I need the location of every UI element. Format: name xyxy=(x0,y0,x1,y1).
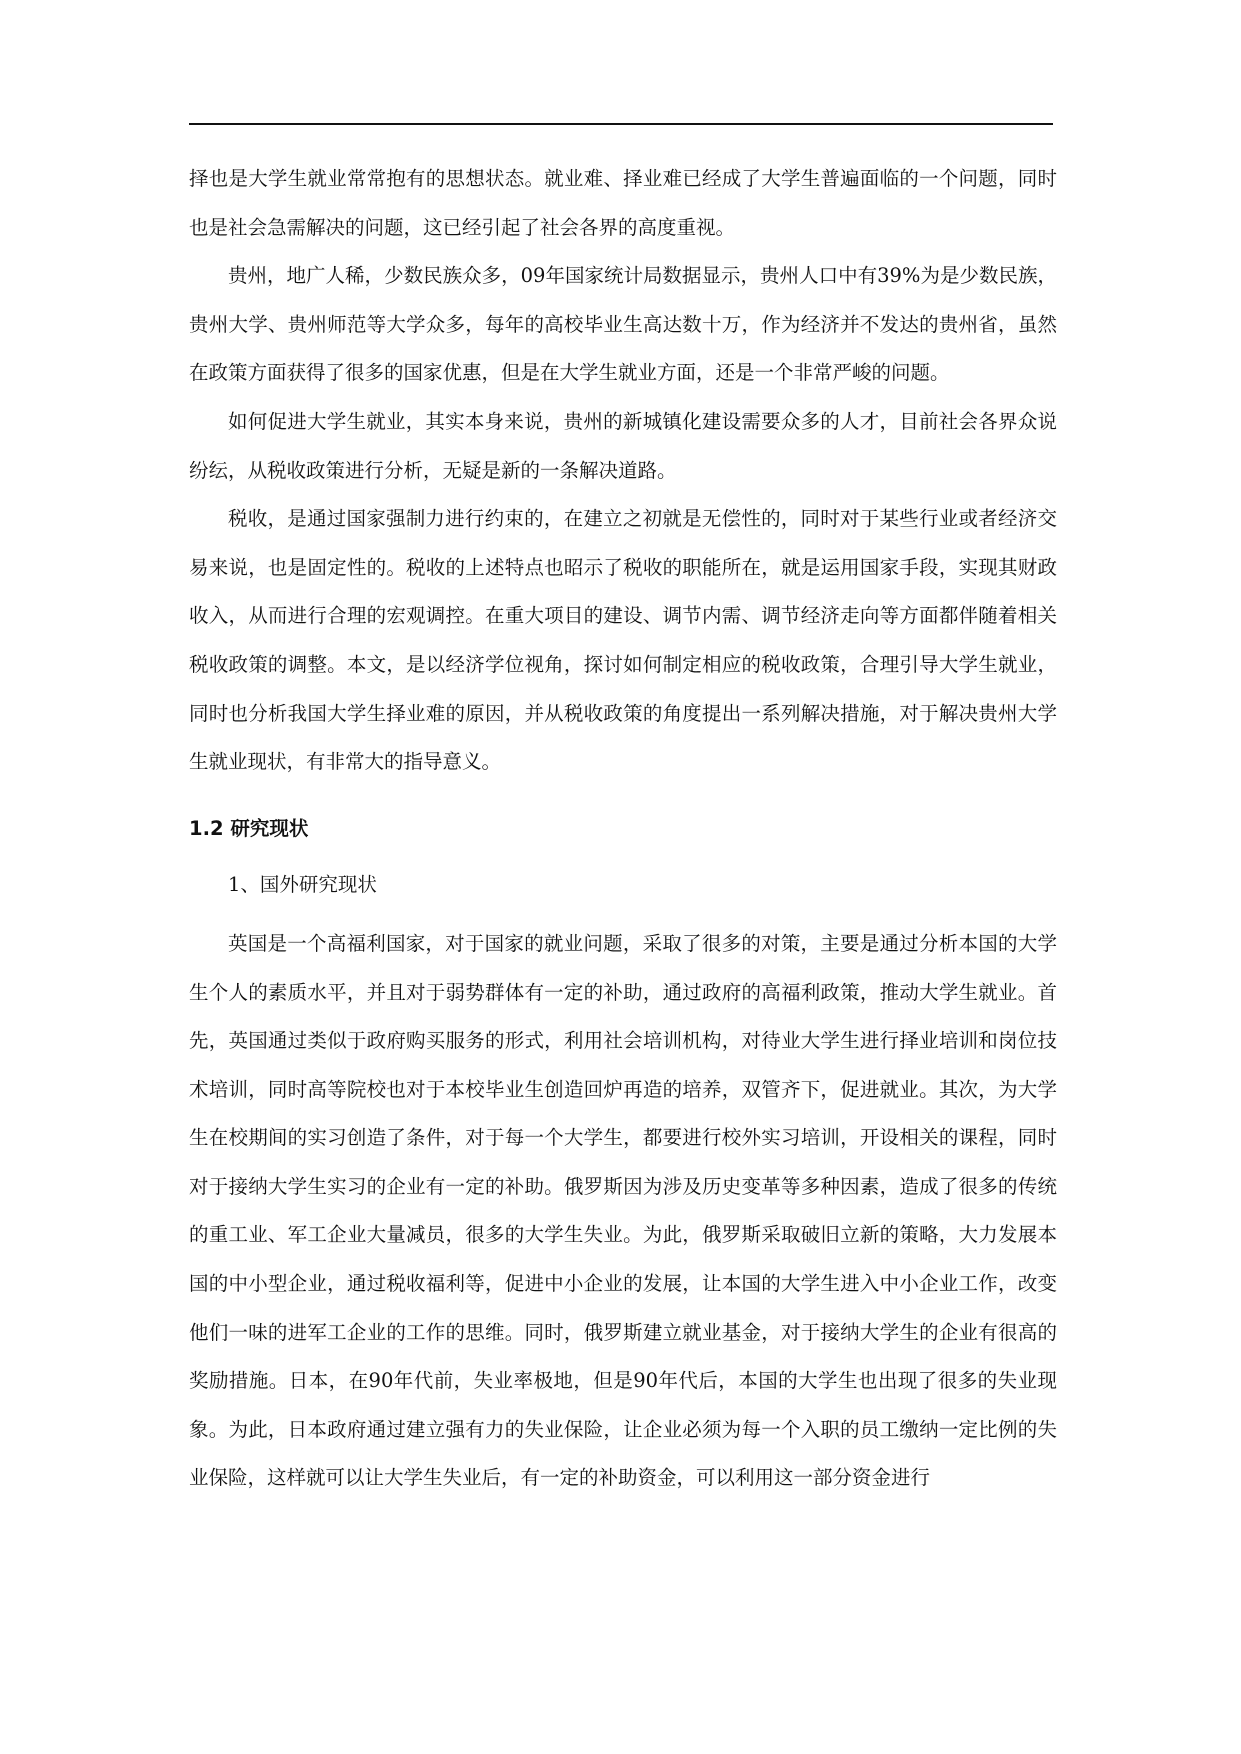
paragraph-foreign-research: 英国是一个高福利国家，对于国家的就业问题，采取了很多的对策，主要是通过分析本国的大学生个人的素质水平，并且对于弱势群体有一定的补助，通过政府的高福利政策，推动大学生就业。首先，英国通过类似于政府购买服务的形式，利用社会培训机构，对待业大学生进行择业培训和岗位技术培训，同时高等院校也对于本校毕业生创造回炉再造的培养，双管齐下，促进就业。其次，为大学生在校期间的实习创造了条件，对于每一个大学生，都要进行校外实习培训，开设相关的课程，同时对于接纳大学生实习的企业有一定的补助。俄罗斯因为涉及历史变革等多种因素，造成了很多的传统的重工业、军工企业大量减员，很多的大学生失业。为此，俄罗斯采取破旧立新的策略，大力发展本国的中小型企业，通过税收福利等，促进中小企业的发展，让本国的大学生进入中小企业工作，改变他们一味的进军工企业的工作的思维。同时，俄罗斯建立就业基金，对于接纳大学生的企业有很高的奖励措施。日本，在90年代前，失业率极地，但是90年代后，本国的大学生也出现了很多的失业现象。为此，日本政府通过建立强有力的失业保险，让企业必须为每一个入职的员工缴纳一定比例的失业保险，这样就可以让大学生失业后，有一定的补助资金，可以利用这一部分资金进行 xyxy=(189,931,1057,1490)
header-rule xyxy=(189,123,1053,125)
section-heading: 1.2 研究现状 xyxy=(189,816,309,840)
sub-heading: 1、国外研究现状 xyxy=(228,873,377,897)
paragraph-guizhou-overview: 贵州，地广人稀，少数民族众多，09年国家统计局数据显示，贵州人口中有39%为是少数民族，贵州大学、贵州师范等大学众多，每年的高校毕业生高达数十万，作为经济并不发达的贵州省，虽然在政策方面获得了很多的国家优惠，但是在大学生就业方面，还是一个非常严峻的问题。 xyxy=(189,264,1057,385)
paragraph-promote-employment: 如何促进大学生就业，其实本身来说，贵州的新城镇化建设需要众多的人才，目前社会各界众说纷纭，从税收政策进行分析，无疑是新的一条解决道路。 xyxy=(189,409,1057,482)
paragraph-continuation: 择也是大学生就业常常抱有的思想状态。就业难、择业难已经成了大学生普遍面临的一个问题，同时也是社会急需解决的问题，这已经引起了社会各界的高度重视。 xyxy=(189,167,1057,239)
paragraph-taxation: 税收，是通过国家强制力进行约束的，在建立之初就是无偿性的，同时对于某些行业或者经济交易来说，也是固定性的。税收的上述特点也昭示了税收的职能所在，就是运用国家手段，实现其财政收入，从而进行合理的宏观调控。在重大项目的建设、调节内需、调节经济走向等方面都伴随着相关税收政策的调整。本文，是以经济学位视角，探讨如何制定相应的税收政策，合理引导大学生就业，同时也分析我国大学生择业难的原因，并从税收政策的角度提出一系列解决措施，对于解决贵州大学生就业现状，有非常大的指导意义。 xyxy=(189,507,1057,774)
page-content xyxy=(189,155,1057,1503)
